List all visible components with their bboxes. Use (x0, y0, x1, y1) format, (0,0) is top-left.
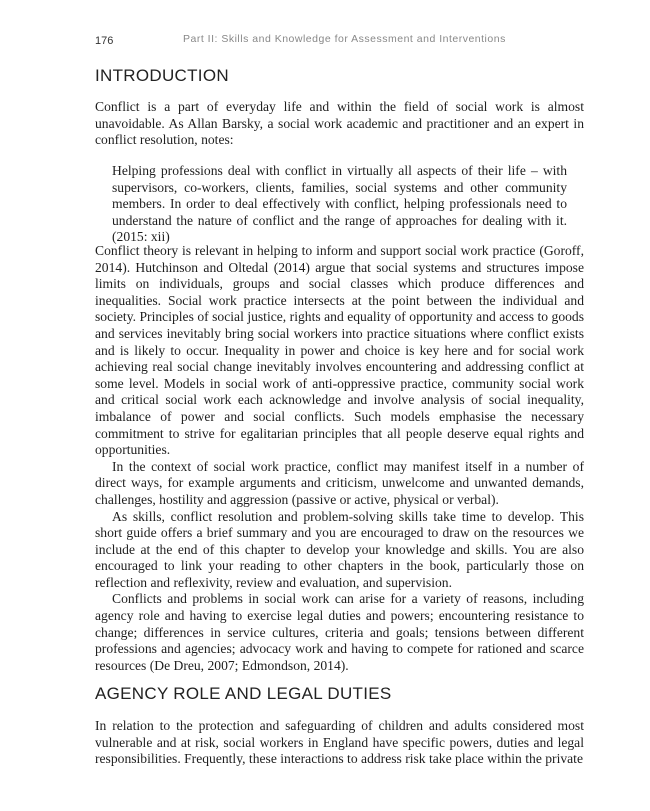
body-paragraph: In the context of social work practice, conflict may manifest itself in a number of direct ways, for example arguments and criticism, unwelcome and unwanted demands, challenges, hostility and aggression (passive or active, physical or verbal). (95, 458, 584, 507)
body-paragraph: Conflict is a part of everyday life and within the field of social work is almost unavoidable. As Allan Barsky, a social work academic and practitioner and an expert in conflict resolution, notes: (95, 99, 584, 148)
body-paragraph: Conflict theory is relevant in helping to inform and support social work practice (Goroff, 2014). Hutchinson and Oltedal (2014) argue that social systems and structures impose limits on individuals, groups and social classes which produce differences and inequalities. Social work practice intersects at the point between the individual and society. Principles of social justice, rights and equality of opportunity and access to goods and services inevitably bring social workers into practice situations where conflict exists and is likely to occur. Inequality in power and choice is key here and for social work achieving real social change inevitably involves encountering and addressing conflict at some level. Models in social work of anti-oppressive practice, community social work and critical social work each acknowledge and involve analysis of social inequality, imbalance of power and social conflicts. Such models emphasise the necessary commitment to strive for egalitarian principles that all people deserve equal rights and opportunities. (95, 243, 584, 458)
section-heading-introduction: INTRODUCTION (95, 66, 229, 85)
quote-text: Helping professions deal with conflict in virtually all aspects of their life – with supervisors, co-workers, clients, families, social systems and other community members. In order to deal effectively with conflict, helping professionals need to understand the nature of conflict and the range of approaches for dealing with it. (2015: xii) (112, 163, 567, 245)
running-title: Part II: Skills and Knowledge for Assessment and Interventions (183, 33, 506, 45)
section-heading-agency-role: AGENCY ROLE AND LEGAL DUTIES (95, 684, 392, 703)
body-paragraph: As skills, conflict resolution and problem-solving skills take time to develop. This short guide offers a brief summary and you are encouraged to draw on the resources we include at the end of this chapter to develop your knowledge and skills. You are also encouraged to link your reading to other chapters in the book, particularly those on reflection and reflexivity, review and evaluation, and supervision. (95, 508, 584, 590)
block-quote (112, 163, 567, 246)
body-paragraph: In relation to the protection and safeguarding of children and adults considered most vulnerable and at risk, social workers in England have specific powers, duties and legal responsibilities. Frequently, these interactions to address risk take place within the private (95, 718, 584, 767)
intro-body-block (95, 243, 584, 674)
page-number: 176 (95, 35, 114, 47)
body-paragraph: Conflicts and problems in social work can arise for a variety of reasons, including agency role and having to exercise legal duties and powers; encountering resistance to change; differences in service cultures, criteria and goals; tensions between different professions and agencies; advocacy work and having to compete for rationed and scarce resources (De Dreu, 2007; Edmondson, 2014). (95, 591, 584, 673)
running-header (95, 33, 584, 49)
intro-opening-paragraph-block (95, 99, 584, 149)
agency-body-block (95, 718, 584, 768)
